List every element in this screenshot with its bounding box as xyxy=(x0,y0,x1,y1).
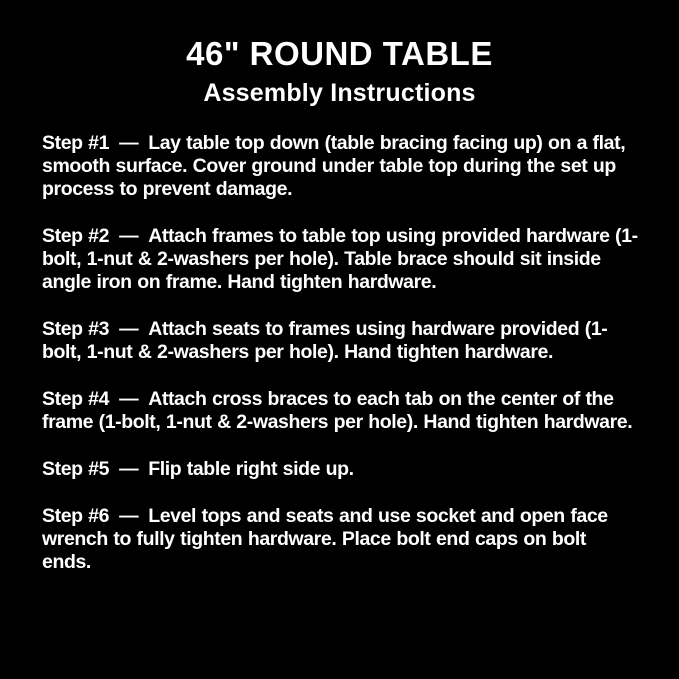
step-6-separator: — xyxy=(119,505,139,527)
step-5-text: Flip table right side up. xyxy=(148,458,354,480)
step-1-separator: — xyxy=(119,132,139,154)
step-4-label: Step #4 xyxy=(42,388,110,410)
step-5-separator: — xyxy=(119,458,139,480)
step-2-separator: — xyxy=(119,225,139,247)
step-6-text: Level tops and seats and use socket and open face wrench to fully tighten hardware. Place bolt end caps on bolt ends. xyxy=(42,505,608,573)
step-6 xyxy=(42,505,638,574)
steps-list xyxy=(0,107,679,574)
step-2 xyxy=(42,225,638,294)
step-1-text: Lay table top down (table bracing facing up) on a flat, smooth surface. Cover ground under table top during the set up process to prevent damage. xyxy=(42,132,626,200)
step-5-label: Step #5 xyxy=(42,458,110,480)
step-1-label: Step #1 xyxy=(42,132,110,154)
step-3-text: Attach seats to frames using hardware provided (1-bolt, 1-nut & 2-washers per hole). Hand tighten hardware. xyxy=(42,318,608,363)
step-5 xyxy=(42,458,638,481)
step-6-label: Step #6 xyxy=(42,505,110,527)
step-1 xyxy=(42,132,638,201)
step-4-text: Attach cross braces to each tab on the center of the frame (1-bolt, 1-nut & 2-washers per hole). Hand tighten hardware. xyxy=(42,388,633,433)
step-2-label: Step #2 xyxy=(42,225,110,247)
step-3-separator: — xyxy=(119,318,139,340)
page-subtitle: Assembly Instructions xyxy=(203,79,476,107)
step-3-label: Step #3 xyxy=(42,318,110,340)
step-3 xyxy=(42,318,638,364)
step-4-separator: — xyxy=(119,388,139,410)
step-4 xyxy=(42,388,638,434)
step-2-text: Attach frames to table top using provided hardware (1-bolt, 1-nut & 2-washers per hole). Table brace should sit inside angle iron on frame. Hand tighten hardware. xyxy=(42,225,638,293)
page-title: 46" ROUND TABLE xyxy=(186,35,493,72)
sheet-header xyxy=(0,0,679,107)
